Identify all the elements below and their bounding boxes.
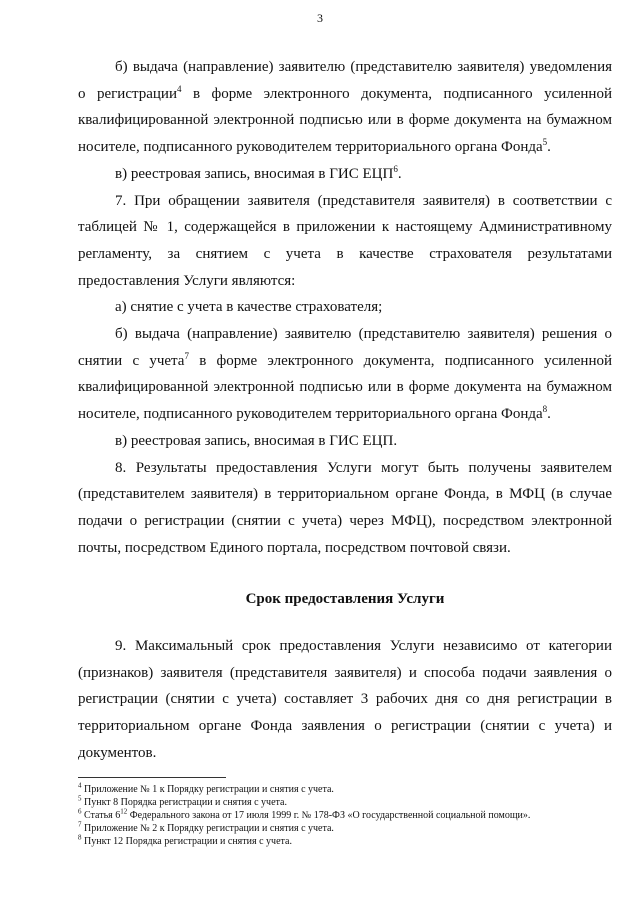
paragraph-text: . bbox=[547, 139, 551, 156]
footnote-mark: 7 bbox=[78, 820, 82, 829]
paragraph-9: 9. Максимальный срок предоставления Услуги независимо от категории (признаков) заявителя (представителя заявителя) и способа подачи заявления о регистрации (снятии с учета) составляет 3 рабочих дня со дня регистрации в территориальном органе Фонда заявления о регистрации (снятии с учета) и документов. bbox=[78, 638, 612, 761]
paragraph-text: а) снятие с учета в качестве страхователя; bbox=[115, 299, 383, 316]
footnote-mark: 8 bbox=[78, 833, 82, 842]
paragraph-text: 7. При обращении заявителя (представителя заявителя) в соответствии с таблицей № 1, содержащейся в приложении к настоящему Административному регламенту, за снятием с учета в качестве страхователя результатами предоставления Услуги являются: bbox=[78, 192, 612, 289]
footnote-text: Пункт 8 Порядка регистрации и снятия с учета. bbox=[81, 797, 287, 808]
footnote-6 bbox=[78, 809, 612, 822]
paragraph-8 bbox=[78, 455, 612, 562]
footnote-separator bbox=[78, 777, 226, 778]
paragraph-text: . bbox=[397, 165, 402, 182]
footnote-ref: 5 bbox=[542, 137, 548, 148]
paragraph-text: в форме электронного документа, подписанного усиленной квалифицированной электронной подписью или в форме документа на бумажном носителе, подписанного руководителем территориального органа Фонда bbox=[78, 85, 612, 156]
paragraph-text: в форме электронного документа, подписанного усиленной квалифицированной электронной подписью или в форме документа на бумажном носителе, подписанного руководителем территориального органа Фонда bbox=[78, 352, 612, 423]
paragraph-text: б) выдача (направление) заявителю (представителю заявителя) решения о снятии с учета bbox=[78, 326, 612, 369]
paragraph-text: в) реестровая запись, вносимая в ГИС ЕЦП. bbox=[115, 432, 398, 449]
paragraph-7a bbox=[78, 294, 612, 321]
paragraph-7 bbox=[78, 188, 612, 295]
footnote-mark: 6 bbox=[78, 807, 82, 816]
footnote-mark: 4 bbox=[78, 781, 82, 790]
paragraph-text: . bbox=[547, 406, 551, 423]
section-heading: Срок предоставления Услуги bbox=[245, 591, 445, 608]
paragraph-6b bbox=[78, 54, 612, 161]
footnote-7 bbox=[78, 822, 612, 835]
footnote-ref: 6 bbox=[393, 163, 398, 174]
footnote-mark: 5 bbox=[78, 794, 82, 803]
document-body bbox=[78, 54, 612, 767]
paragraph-text: б) выдача (направление) заявителю (представителю заявителя) уведомления о регистрации bbox=[78, 59, 612, 102]
footnote-8 bbox=[78, 835, 612, 848]
footnote-text: Приложение № 2 к Порядку регистрации и снятия с учета. bbox=[81, 823, 334, 834]
footnote-text: Статья 6 bbox=[81, 810, 121, 821]
paragraph-text: 8. Результаты предоставления Услуги могут быть получены заявителем (представителем заявителя) в территориальном органе Фонда, в МФЦ (в случае подачи о регистрации (снятии с учета) через МФЦ), посредством электронной почты, посредством Единого портала, посредством почтовой связи. bbox=[78, 459, 612, 556]
paragraph-6v bbox=[78, 161, 612, 188]
footnote-text: Пункт 12 Порядка регистрации и снятия с учета. bbox=[81, 836, 292, 847]
footnote-4 bbox=[78, 783, 612, 796]
footnotes bbox=[78, 783, 612, 848]
footnote-text: Приложение № 1 к Порядку регистрации и снятия с учета. bbox=[81, 784, 334, 795]
footnote-5 bbox=[78, 796, 612, 809]
footnote-ref: 8 bbox=[542, 404, 548, 415]
footnote-ref: 7 bbox=[184, 350, 189, 361]
page-number: 3 bbox=[317, 11, 323, 25]
paragraph-7b bbox=[78, 321, 612, 428]
paragraph-7v bbox=[78, 428, 612, 455]
paragraph-text: в) реестровая запись, вносимая в ГИС ЕЦП bbox=[115, 165, 394, 182]
footnote-text: Федерального закона от 17 июля 1999 г. № 178-ФЗ «О государственной социальной помощи». bbox=[127, 810, 531, 821]
footnote-article-sup: 12 bbox=[120, 807, 128, 816]
footnote-ref: 4 bbox=[176, 83, 182, 94]
